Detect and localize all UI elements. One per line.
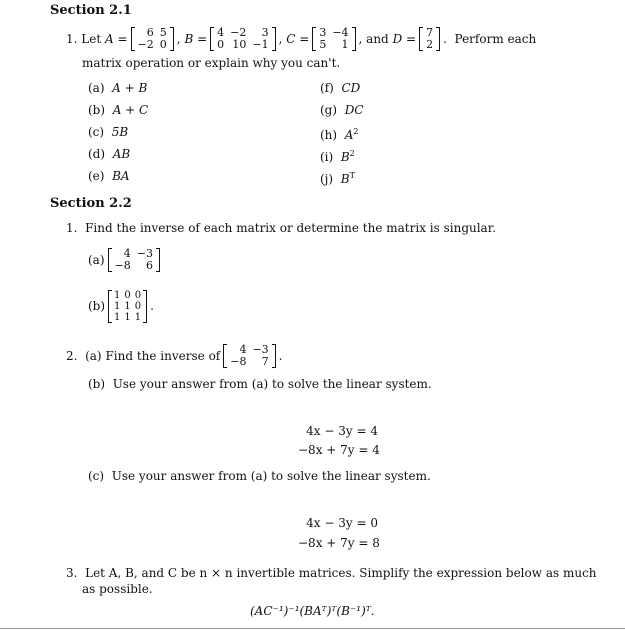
matrix-entry: 4 <box>217 26 225 39</box>
equals-sign: = <box>406 32 417 46</box>
var-D: D <box>392 32 403 46</box>
part-label: (b) <box>88 103 106 117</box>
part-expression: A + C <box>112 103 149 117</box>
equals-sign: = <box>299 32 310 46</box>
part-item <box>88 169 130 183</box>
part-label: (a) <box>88 253 105 267</box>
matrix-entry: −8 <box>114 259 131 272</box>
part-label: (g) <box>320 103 338 117</box>
matrix-entry: 3 <box>319 26 327 39</box>
system1-eq1: 4x − 3y = 4 <box>306 424 378 438</box>
matrix-entry: 4 <box>123 247 131 260</box>
matrix-entry: 5 <box>159 26 167 39</box>
part-superscript: 2 <box>349 149 355 158</box>
matrix-1b <box>108 290 147 323</box>
let-word: Let <box>81 32 102 46</box>
part-item <box>320 103 364 117</box>
part-item <box>88 125 128 139</box>
matrix-entry: 4 <box>239 343 247 356</box>
matrix-entry: −4 <box>332 26 349 39</box>
system2-eq2: −8x + 7y = 8 <box>298 536 380 550</box>
var-B: B <box>184 32 194 46</box>
problem-number: 3. <box>66 566 78 580</box>
matrix-left-bracket <box>223 344 227 368</box>
part-label: (e) <box>88 169 105 183</box>
part-label: (h) <box>320 128 338 142</box>
matrix-right-bracket <box>352 27 356 51</box>
problem-2-1-1-line2: matrix operation or explain why you can't. <box>82 56 341 70</box>
matrix-entry: −3 <box>252 343 269 356</box>
matrix-right-bracket <box>156 248 160 272</box>
part-text: Find the inverse of <box>105 349 221 363</box>
part-superscript: 2 <box>353 127 359 136</box>
matrix-1a <box>108 248 160 272</box>
problem-2-1-1-statement: 1. Let A = 6 5 −2 0 , B = 4 −2 3 0 10 −1 , C = 3 −4 5 1 , and D = 7 2 . Perform each <box>66 26 537 51</box>
matrix-entry: 1 <box>114 300 121 312</box>
problem-2-2-3-line1 <box>66 566 597 580</box>
var-C: C <box>286 32 296 46</box>
part-label: (f) <box>320 81 334 95</box>
matrix-entry: 1 <box>114 311 121 323</box>
part-expression: A + B <box>112 81 148 95</box>
matrix-right-bracket <box>272 27 276 51</box>
matrix-entry: 1 <box>124 311 131 323</box>
matrix-C <box>312 27 355 51</box>
perform-each-text: Perform each <box>454 32 537 46</box>
matrix-entry: 1 <box>341 38 349 51</box>
matrix-entry: 0 <box>134 289 142 301</box>
part-text: Use your answer from (a) to solve the linear system. <box>111 469 431 483</box>
matrix-left-bracket <box>419 27 423 51</box>
system2-eq1: 4x − 3y = 0 <box>306 516 378 530</box>
part-label: (i) <box>320 150 334 164</box>
part-expression: 5B <box>111 125 129 139</box>
part-label: (d) <box>88 147 106 161</box>
part-label: (j) <box>320 172 334 186</box>
part-item <box>320 125 359 142</box>
part-item <box>88 81 147 95</box>
part-expression: AB <box>112 147 131 161</box>
part-expression: B <box>340 150 350 164</box>
matrix-entry: 1 <box>114 289 121 301</box>
matrix-entry: −3 <box>136 247 153 260</box>
part-label: (a) <box>85 349 102 363</box>
matrix-entry: 3 <box>261 26 269 39</box>
problem-2-2-2b <box>88 377 432 391</box>
problem-number: 1. <box>66 32 78 46</box>
matrix-entry: 0 <box>159 38 167 51</box>
matrix-entry: 6 <box>146 26 154 39</box>
matrix-right-bracket <box>170 27 174 51</box>
problem-number: 1. <box>66 221 78 235</box>
problem-text: Find the inverse of each matrix or determine the matrix is singular. <box>85 221 496 235</box>
part-label: (c) <box>88 125 105 139</box>
part-text: Use your answer from (a) to solve the linear system. <box>112 377 432 391</box>
matrix-right-bracket <box>272 344 276 368</box>
matrix-entry: 7 <box>426 26 434 39</box>
problem-2-2-1b: (b) 1 0 0 1 1 0 1 1 1 . <box>88 289 154 323</box>
part-expression: BA <box>112 169 130 183</box>
part-expression: DC <box>344 103 364 117</box>
page-bottom-rule <box>0 628 625 629</box>
part-expression: B <box>340 172 350 186</box>
matrix-entry: −2 <box>230 26 247 39</box>
matrix-entry: 2 <box>426 38 434 51</box>
part-label: (b) <box>88 377 106 391</box>
problem-2-2-1-statement <box>66 221 496 235</box>
matrix-B <box>210 27 275 51</box>
problem-2-2-1a <box>88 242 163 278</box>
problem-text: Let A, B, and C be n × n invertible matrices. Simplify the expression below as much <box>85 566 597 580</box>
matrix-left-bracket <box>131 27 135 51</box>
matrix-left-bracket <box>108 290 112 323</box>
part-item <box>320 81 360 95</box>
matrix-right-bracket <box>436 27 440 51</box>
problem-2-2-2c <box>88 469 431 483</box>
matrix-left-bracket <box>210 27 214 51</box>
part-superscript: T <box>349 171 355 180</box>
equals-sign: = <box>197 32 208 46</box>
matrix-entry: 5 <box>319 38 327 51</box>
matrix-entry: −1 <box>252 38 269 51</box>
part-expression: A <box>344 128 354 142</box>
part-label: (c) <box>88 469 105 483</box>
equals-sign: = <box>117 32 128 46</box>
matrix-A <box>131 27 174 51</box>
matrix-left-bracket <box>312 27 316 51</box>
part-item <box>88 103 148 117</box>
problem-2-2-2a: 2. (a) Find the inverse of 4 −3 −8 7 . <box>66 343 283 368</box>
matrix-right-bracket <box>143 290 147 323</box>
section-2-2-heading: Section 2.2 <box>50 196 132 211</box>
matrix-entry: 0 <box>217 38 225 51</box>
matrix-entry: −2 <box>137 38 154 51</box>
matrix-entry: 0 <box>134 300 142 312</box>
and-word: and <box>366 32 389 46</box>
section-2-1-heading: Section 2.1 <box>50 3 132 18</box>
problem-number: 2. <box>66 349 78 363</box>
matrix-entry: 6 <box>145 259 153 272</box>
part-label: (b) <box>88 299 106 313</box>
matrix-entry: −8 <box>230 355 247 368</box>
part-item <box>320 169 355 186</box>
var-A: A <box>105 32 114 46</box>
matrix-entry: 1 <box>134 311 142 323</box>
matrix-entry: 1 <box>124 300 131 312</box>
matrix-entry: 10 <box>232 38 247 51</box>
part-item <box>320 147 355 164</box>
matrix-2a <box>223 344 275 368</box>
matrix-left-bracket <box>108 248 112 272</box>
part-item <box>88 147 130 161</box>
matrix-entry: 7 <box>261 355 269 368</box>
matrix-D <box>419 27 440 51</box>
part-label: (a) <box>88 81 105 95</box>
matrix-entry: 0 <box>124 289 131 301</box>
part-expression: CD <box>341 81 361 95</box>
expression: (AC⁻¹)⁻¹(BAᵀ)ᵀ(B⁻¹)ᵀ. <box>250 604 375 618</box>
system1-eq2: −8x + 7y = 4 <box>298 443 380 457</box>
problem-2-2-3-line2: as possible. <box>82 582 153 596</box>
